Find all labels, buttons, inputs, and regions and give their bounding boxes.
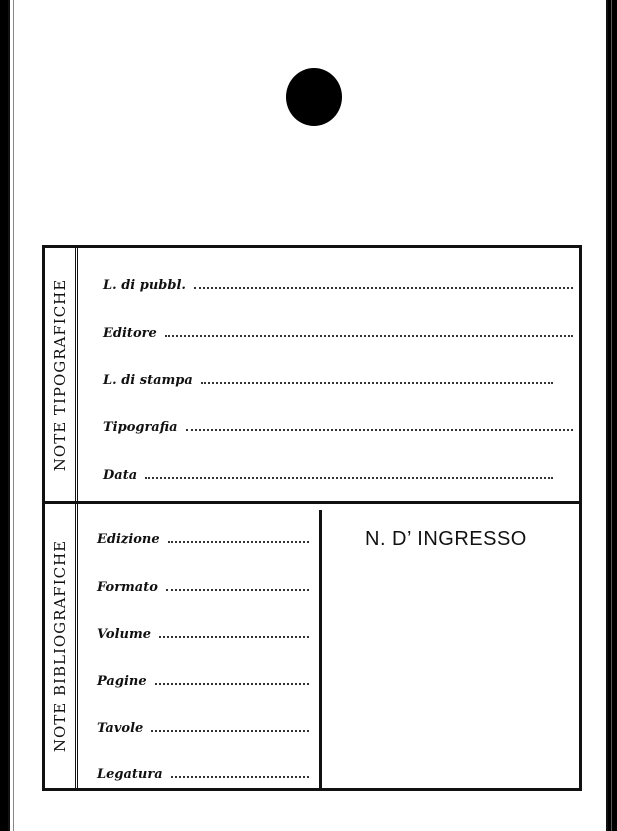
field-edizione[interactable] bbox=[97, 532, 309, 547]
field-dotted-line bbox=[165, 327, 573, 337]
field-label: Tavole bbox=[97, 721, 144, 736]
field-luogo-pubblicazione[interactable] bbox=[103, 278, 573, 293]
field-label: Tipografia bbox=[103, 420, 178, 435]
field-label: Pagine bbox=[97, 674, 147, 689]
card-edge-left bbox=[13, 0, 14, 831]
field-label: L. di pubbl. bbox=[103, 278, 186, 293]
field-data[interactable] bbox=[103, 468, 553, 483]
divider-vertical bbox=[319, 510, 322, 788]
field-label: Legatura bbox=[97, 767, 163, 782]
field-dotted-line bbox=[159, 628, 309, 638]
punched-hole-icon bbox=[286, 68, 342, 126]
card-form bbox=[42, 245, 582, 791]
field-tipografia[interactable] bbox=[103, 420, 573, 435]
field-dotted-line bbox=[155, 675, 309, 685]
section-note-tipografiche bbox=[45, 248, 579, 504]
field-label: Data bbox=[103, 468, 138, 483]
field-legatura[interactable] bbox=[97, 767, 309, 782]
catalog-card bbox=[8, 0, 608, 831]
field-dotted-line bbox=[201, 374, 553, 384]
field-pagine[interactable] bbox=[97, 674, 309, 689]
field-dotted-line bbox=[194, 279, 573, 289]
field-tavole[interactable] bbox=[97, 721, 309, 736]
side-label-box-tipografiche bbox=[45, 248, 78, 501]
field-dotted-line bbox=[145, 469, 553, 479]
field-label: Edizione bbox=[97, 532, 160, 547]
field-dotted-line bbox=[168, 533, 309, 543]
field-luogo-stampa[interactable] bbox=[103, 373, 553, 388]
field-dotted-line bbox=[151, 722, 309, 732]
field-label: Formato bbox=[97, 580, 158, 595]
field-dotted-line bbox=[186, 421, 573, 431]
card-edge-right bbox=[611, 0, 612, 831]
field-dotted-line bbox=[171, 768, 309, 778]
field-editore[interactable] bbox=[103, 326, 573, 341]
side-label-box-bibliografiche bbox=[45, 504, 78, 788]
field-label: L. di stampa bbox=[103, 373, 193, 388]
section-note-bibliografiche bbox=[45, 504, 579, 788]
heading-note-bibliografiche: NOTE BIBLIOGRAFICHE bbox=[51, 539, 69, 753]
field-label: Editore bbox=[103, 326, 157, 341]
heading-note-tipografiche: NOTE TIPOGRAFICHE bbox=[51, 278, 69, 471]
field-label: Volume bbox=[97, 627, 151, 642]
field-volume[interactable] bbox=[97, 627, 309, 642]
field-dotted-line bbox=[166, 581, 309, 591]
numero-ingresso-label: N. D’ INGRESSO bbox=[365, 528, 527, 550]
field-formato[interactable] bbox=[97, 580, 309, 595]
